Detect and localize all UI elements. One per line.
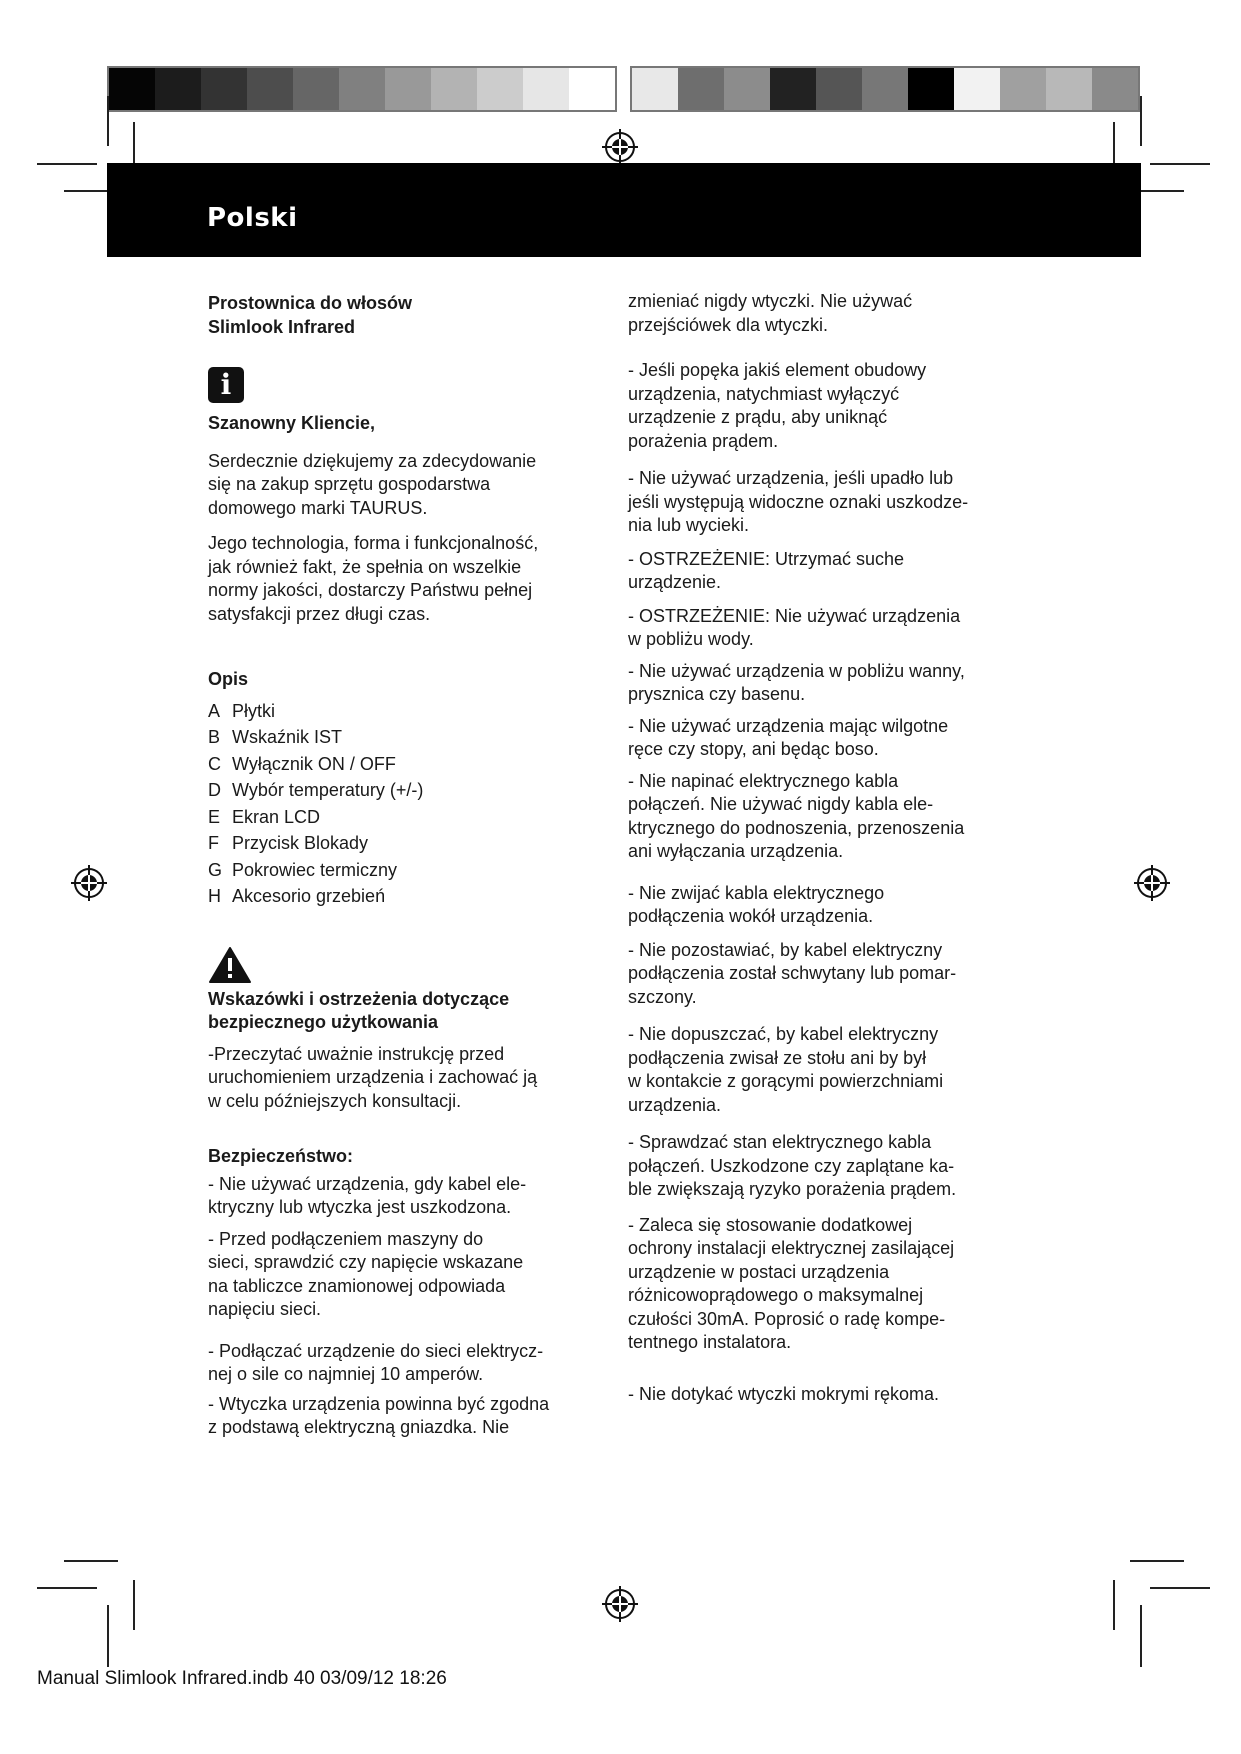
info-icon: i	[208, 367, 244, 403]
color-patch	[724, 68, 770, 110]
intro-paragraph: Serdecznie dziękujemy za zdecydowanie się na zakup sprzętu gospodarstwa domowego marki TAURUS.	[208, 450, 537, 518]
color-patch	[1092, 68, 1138, 110]
parts-list	[208, 698, 588, 910]
safety-paragraph: zmieniać nigdy wtyczki. Nie używać przejściówek dla wtyczki.	[628, 291, 913, 335]
safety-paragraph: - OSTRZEŻENIE: Utrzymać suche urządzenie.	[628, 548, 905, 592]
list-item	[208, 724, 588, 751]
list-item-letter: H	[208, 886, 221, 906]
list-item	[208, 804, 588, 831]
section-heading: Wskazówki i ostrzeżenia dotyczące	[208, 988, 510, 1009]
color-patch	[477, 68, 523, 110]
color-patch	[293, 68, 339, 110]
list-item-label: Wyłącznik ON / OFF	[232, 753, 396, 774]
safety-paragraph: - Sprawdzać stan elektrycznego kabla połączeń. Uszkodzone czy zaplątane ka- ble zwiększają ryzyko porażenia prądem.	[628, 1132, 957, 1199]
right-column	[628, 290, 1023, 1406]
safety-paragraph: - Nie napinać elektrycznego kabla połączeń. Nie używać nigdy kabla ele- ktrycznego do podnoszenia, przenoszenia ani wyłączania urządzenia.	[628, 770, 965, 861]
color-patch	[954, 68, 1000, 110]
crop-mark	[1150, 163, 1210, 165]
safety-paragraph: - Nie używać urządzenia, jeśli upadło lub jeśli występują widoczne oznaki uszkodze- nia lub wycieki.	[628, 468, 969, 535]
safety-paragraph: - Przed podłączeniem maszyny do sieci, sprawdzić czy napięcie wskazane na tabliczce znamionowej odpowiada napięciu sieci.	[208, 1228, 524, 1319]
color-patch	[431, 68, 477, 110]
section-heading: bezpiecznego użytkowania	[208, 1012, 439, 1032]
list-item-label: Pokrowiec termiczny	[232, 859, 398, 880]
safety-paragraph: - Nie używać urządzenia mając wilgotne ręce czy stopy, ani będąc boso.	[628, 715, 949, 759]
crop-mark	[107, 96, 109, 146]
list-item	[208, 698, 588, 725]
list-item-label: Akcesorio grzebień	[232, 886, 386, 906]
list-item	[208, 883, 588, 910]
safety-paragraph: - Zaleca się stosowanie dodatkowej ochrony instalacji elektrycznej zasilającej urządzenie w postaci urządzenia różnicowoprądowego o maksymalnej czułości 30mA. Poprosić o radę kompe- tentnego instalatora.	[628, 1214, 955, 1352]
color-calibration-strip-left	[107, 66, 617, 112]
list-item	[208, 777, 588, 804]
product-title: Prostownica do włosów	[208, 293, 413, 313]
crop-mark	[1130, 1560, 1184, 1562]
color-patch	[678, 68, 724, 110]
crop-mark	[1140, 1605, 1142, 1667]
list-item-letter: C	[208, 753, 221, 774]
color-patch	[201, 68, 247, 110]
list-item-label: Przycisk Blokady	[232, 833, 369, 853]
registration-mark-icon	[600, 1584, 640, 1624]
list-item-letter: D	[208, 780, 221, 800]
warning-triangle-icon	[208, 946, 252, 984]
safety-paragraph: - Nie zwijać kabla elektrycznego podłączenia wokół urządzenia.	[628, 882, 885, 926]
color-patch	[523, 68, 569, 110]
color-patch	[1000, 68, 1046, 110]
section-heading: Bezpieczeństwo:	[208, 1146, 354, 1166]
crop-mark	[133, 1580, 135, 1630]
list-item-letter: F	[208, 833, 219, 853]
registration-mark-icon	[600, 127, 640, 167]
color-patch	[155, 68, 201, 110]
crop-mark	[1140, 96, 1142, 146]
crop-mark	[1113, 1580, 1115, 1630]
safety-list	[208, 1173, 588, 1440]
color-patch	[247, 68, 293, 110]
color-patch	[385, 68, 431, 110]
color-patch	[632, 68, 678, 110]
list-item-label: Ekran LCD	[232, 806, 321, 827]
safety-paragraph: - Nie używać urządzenia, gdy kabel ele- ktryczny lub wtyczka jest uszkodzona.	[208, 1173, 527, 1217]
list-item	[208, 857, 588, 884]
color-patch	[816, 68, 862, 110]
safety-paragraph: - Nie pozostawiać, by kabel elektryczny podłączenia został schwytany lub pomar- szczony.	[628, 939, 957, 1007]
crop-mark	[37, 1587, 97, 1589]
color-patch	[770, 68, 816, 110]
list-item-label: Płytki	[232, 700, 276, 721]
safety-paragraph: - Nie dotykać wtyczki mokrymi rękoma.	[628, 1383, 940, 1404]
safety-paragraph: - OSTRZEŻENIE: Nie używać urządzenia w pobliżu wody.	[628, 605, 961, 649]
page-title: Polski	[207, 203, 298, 233]
section-heading: Opis	[208, 669, 249, 689]
left-column	[208, 292, 588, 1440]
list-item-letter: G	[208, 859, 223, 880]
list-item-label: Wybór temperatury (+/-)	[232, 780, 424, 800]
crop-mark	[64, 1560, 118, 1562]
registration-mark-icon	[1132, 863, 1172, 903]
language-header-band	[107, 163, 1141, 257]
product-title: Slimlook Infrared	[208, 316, 356, 337]
list-item-letter: B	[208, 727, 221, 747]
color-calibration-strip-right	[630, 66, 1140, 112]
list-item-letter: A	[208, 700, 221, 721]
color-patch	[339, 68, 385, 110]
intro-paragraph: Jego technologia, forma i funkcjonalność, jak również fakt, że spełnia on wszelkie normy jakości, dostarczy Państwu pełnej satysfakcji przez długi czas.	[208, 533, 539, 624]
safety-paragraph: - Podłączać urządzenie do sieci elektrycz- nej o sile co najmniej 10 amperów.	[208, 1340, 544, 1384]
safety-paragraph: - Nie dopuszczać, by kabel elektryczny podłączenia zwisał ze stołu ani by był w kontakcie z gorącymi powierzchniami urządzenia.	[628, 1024, 944, 1115]
color-patch	[1046, 68, 1092, 110]
warning-paragraph: -Przeczytać uważnie instrukcję przed uruchomieniem urządzenia i zachować ją w celu późniejszych konsultacji.	[208, 1043, 538, 1111]
color-patch	[569, 68, 615, 110]
greeting: Szanowny Kliencie,	[208, 413, 376, 433]
crop-mark	[107, 1605, 109, 1667]
color-patch	[908, 68, 954, 110]
crop-mark	[37, 163, 97, 165]
list-item	[208, 751, 588, 778]
registration-mark-icon	[69, 863, 109, 903]
safety-paragraph: - Wtyczka urządzenia powinna być zgodna z podstawą elektryczną gniazdka. Nie	[208, 1393, 550, 1437]
color-patch	[109, 68, 155, 110]
list-item-label: Wskaźnik IST	[232, 727, 343, 747]
color-patch	[862, 68, 908, 110]
safety-paragraph: - Nie używać urządzenia w pobliżu wanny, prysznica czy basenu.	[628, 660, 965, 704]
crop-mark	[1150, 1587, 1210, 1589]
print-slug: Manual Slimlook Infrared.indb 40 03/09/12 18:26	[37, 1668, 447, 1689]
list-item-letter: E	[208, 806, 221, 827]
list-item	[208, 830, 588, 857]
safety-paragraph: - Jeśli popęka jakiś element obudowy urządzenia, natychmiast wyłączyć urządzenie z prądu, aby uniknąć porażenia prądem.	[628, 360, 927, 451]
